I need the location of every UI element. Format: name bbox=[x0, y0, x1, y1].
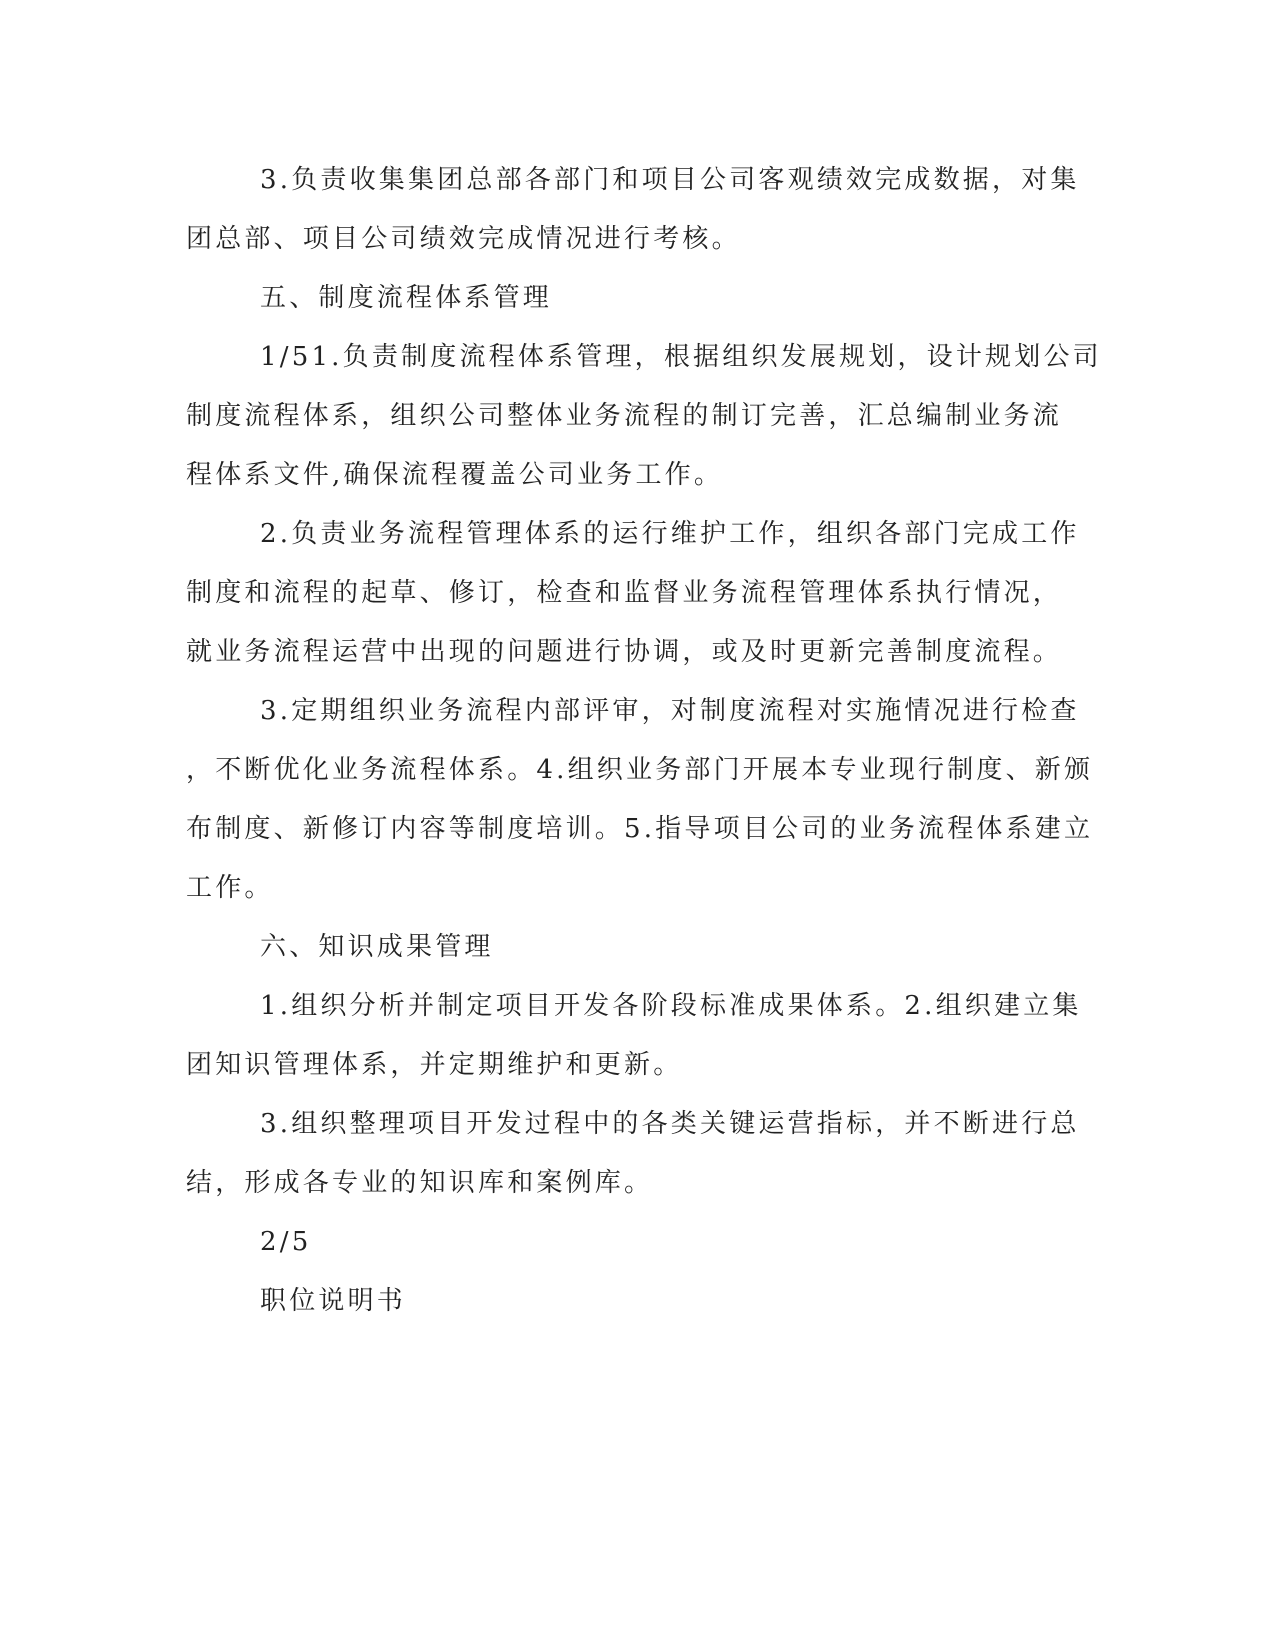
paragraph-text: 1.组织分析并制定项目开发各阶段标准成果体系。2.组织建立集 bbox=[260, 991, 1082, 1021]
paragraph-text: 布制度、新修订内容等制度培训。5.指导项目公司的业务流程体系建立 bbox=[186, 814, 1094, 844]
document-title-footer: 职位说明书 bbox=[260, 1286, 407, 1316]
paragraph-text: 就业务流程运营中出现的问题进行协调，或及时更新完善制度流程。 bbox=[186, 637, 1063, 667]
paragraph-text: 团总部、项目公司绩效完成情况进行考核。 bbox=[186, 224, 741, 254]
paragraph-text: 团知识管理体系，并定期维护和更新。 bbox=[186, 1050, 683, 1080]
section-heading: 六、知识成果管理 bbox=[260, 932, 494, 962]
paragraph-text: 3.负责收集集团总部各部门和项目公司客观绩效完成数据，对集 bbox=[260, 165, 1080, 195]
paragraph-text: 制度流程体系，组织公司整体业务流程的制订完善，汇总编制业务流 bbox=[186, 401, 1063, 431]
paragraph-text: 工作。 bbox=[186, 873, 274, 903]
paragraph-text: 程体系文件,确保流程覆盖公司业务工作。 bbox=[186, 460, 724, 490]
section-heading: 五、制度流程体系管理 bbox=[260, 283, 553, 313]
page-number: 2/5 bbox=[260, 1227, 312, 1257]
paragraph-text: 3.组织整理项目开发过程中的各类关键运营指标，并不断进行总 bbox=[260, 1109, 1080, 1139]
paragraph-text: 3.定期组织业务流程内部评审，对制度流程对实施情况进行检查 bbox=[260, 696, 1080, 726]
paragraph-text: 结，形成各专业的知识库和案例库。 bbox=[186, 1168, 654, 1198]
paragraph-text: 制度和流程的起草、修订，检查和监督业务流程管理体系执行情况， bbox=[186, 578, 1063, 608]
paragraph-text: 1/51.负责制度流程体系管理，根据组织发展规划，设计规划公司 bbox=[260, 342, 1102, 372]
paragraph-text: 2.负责业务流程管理体系的运行维护工作，组织各部门完成工作 bbox=[260, 519, 1080, 549]
paragraph-text: ，不断优化业务流程体系。4.组织业务部门开展本专业现行制度、新颁 bbox=[186, 755, 1094, 785]
